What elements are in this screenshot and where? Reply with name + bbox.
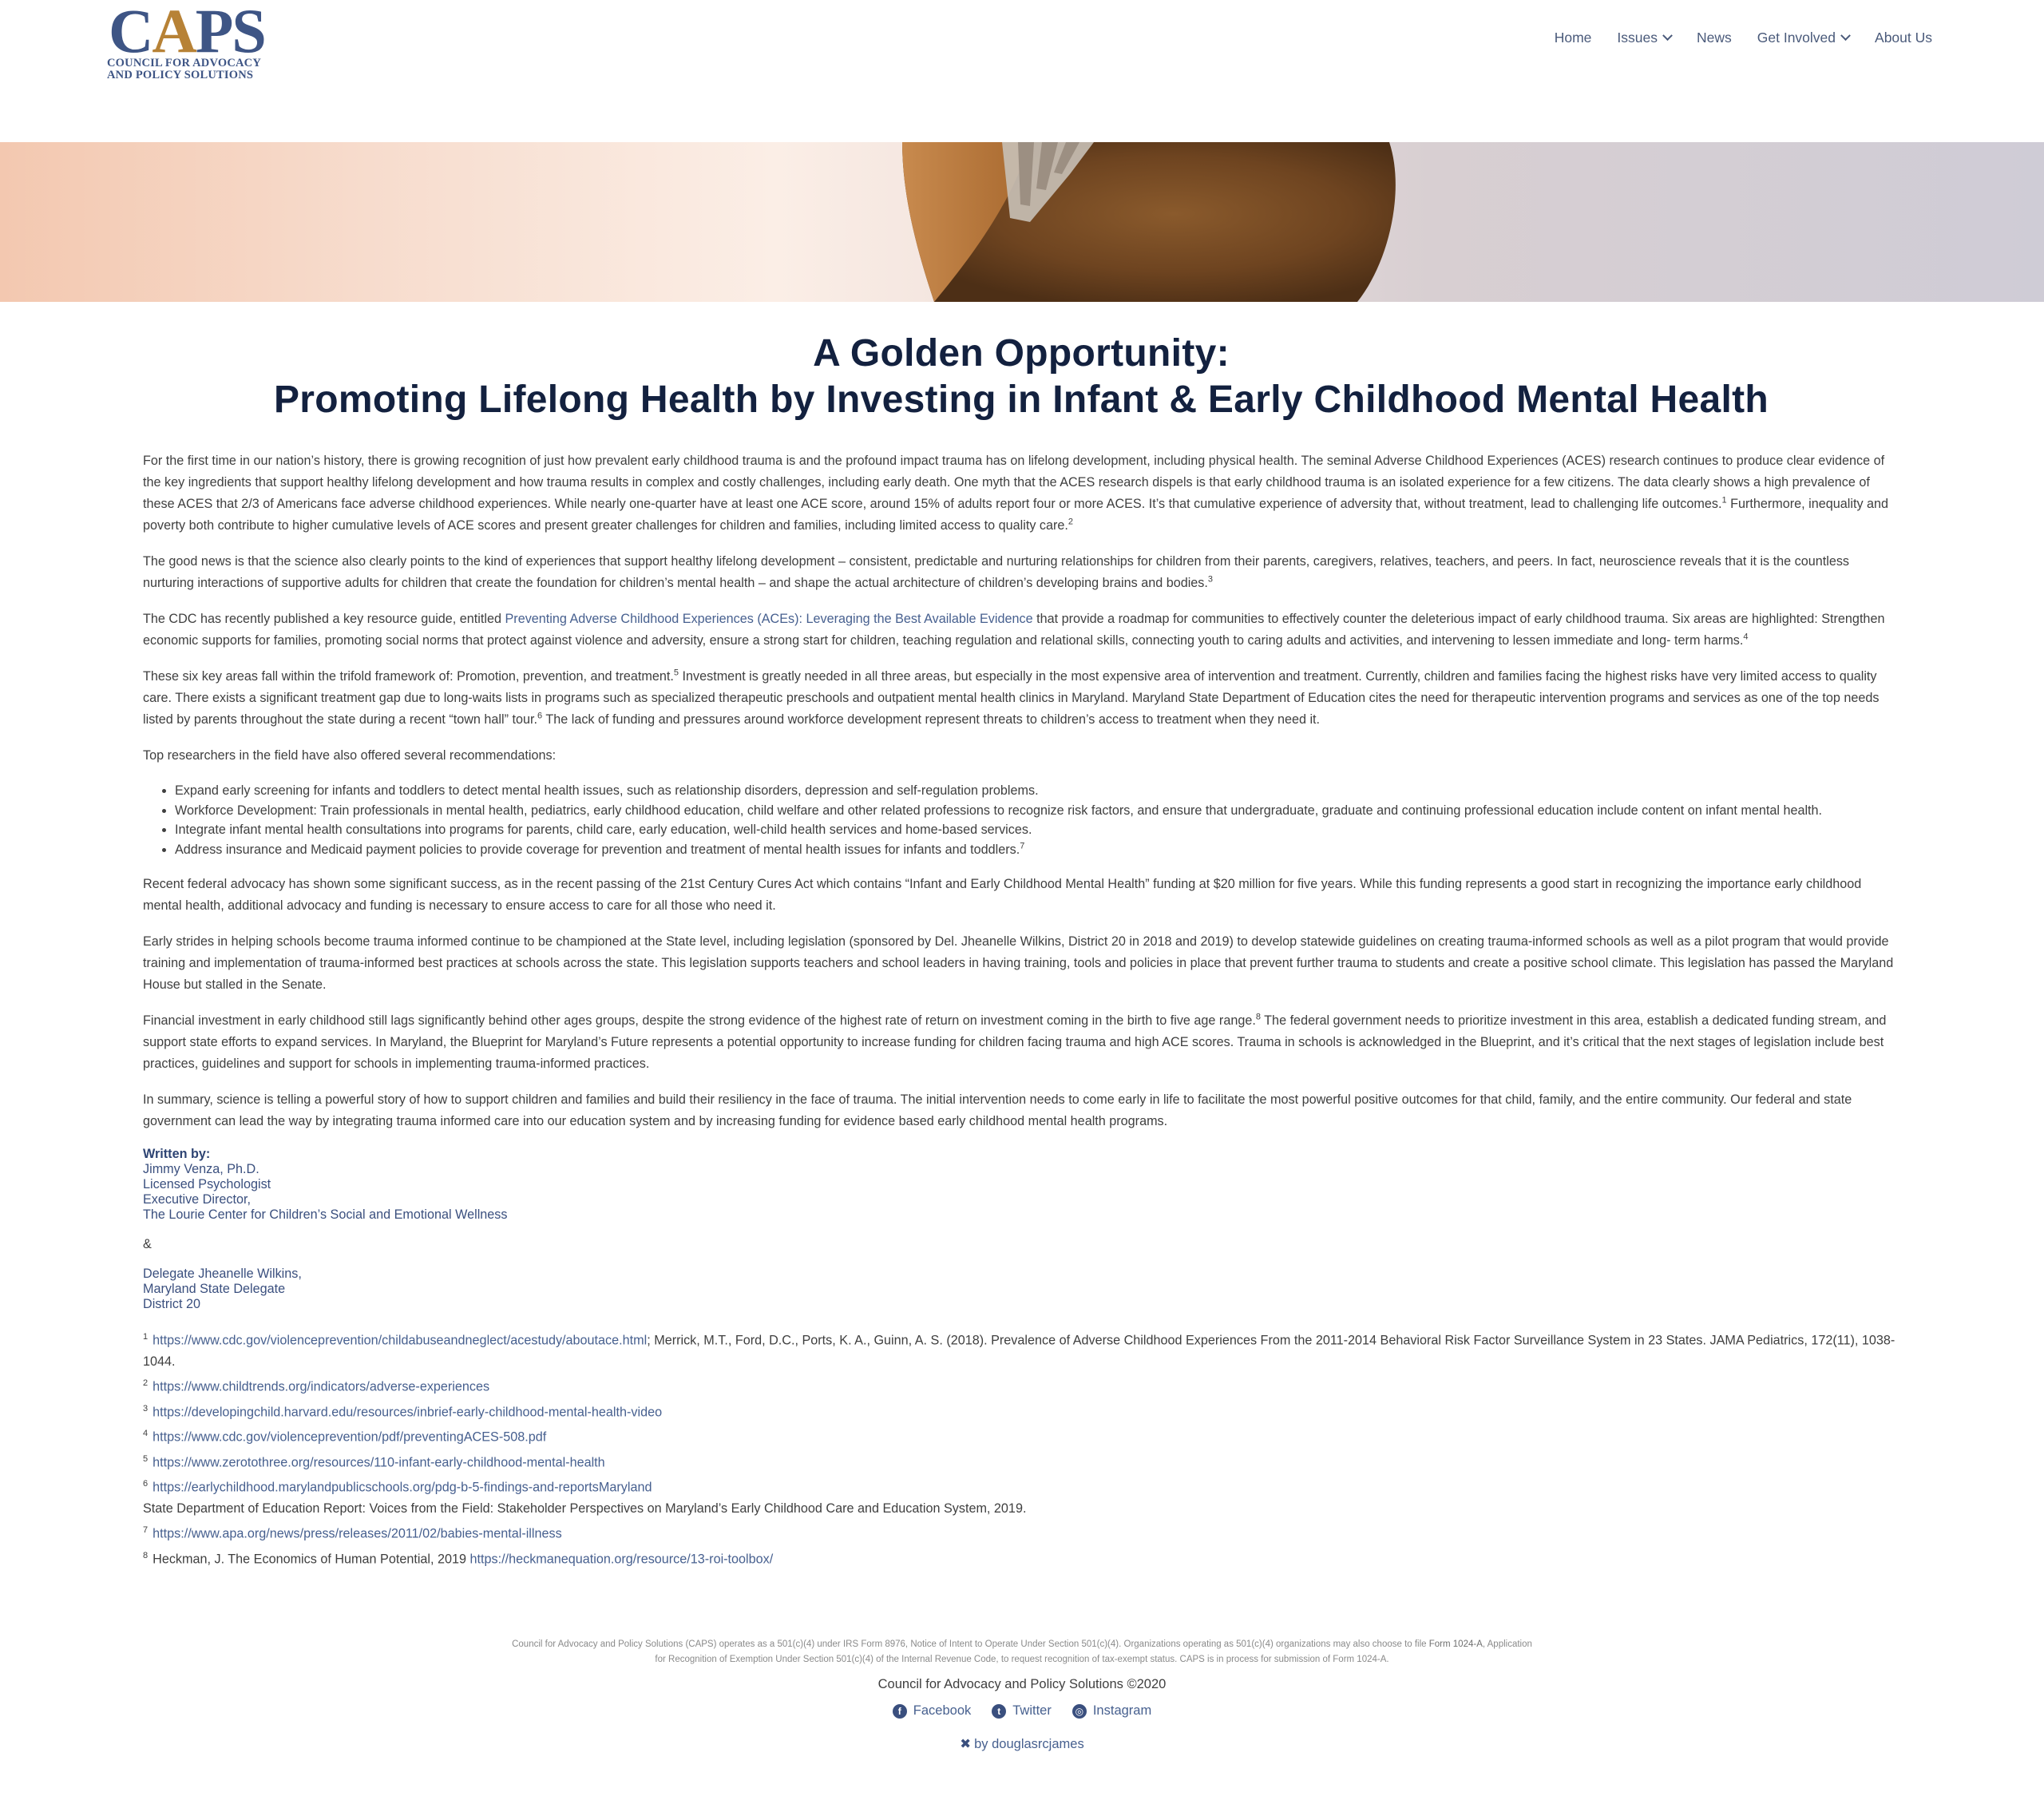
byline-heading: Written by: [143,1147,211,1161]
paragraph-5: Top researchers in the field have also offered several recommendations: [143,748,557,763]
footnote-1: $^1$ https://www.cdc.gov/violenceprevention/childabuseandneglect/acestudy/aboutace.html; Merrick, M.T., Ford, D.C., Ports, K. A., Guinn, A. S. (2018). Prevalence of Adverse Childhood Experiences From the 2011-2014 Behavioral Risk Factor Surveillance System in 23 States. JAMA Pediatrics, 172(11), 1038-1044. [143,1332,1895,1370]
chevron-down-icon [1840,30,1851,41]
nav-news[interactable]: News [1697,30,1732,46]
recommendations-list [143,781,1899,859]
footnote-2: $^2$ https://www.childtrends.org/indicators/adverse-experiences [143,1378,490,1394]
paragraph-7: Early strides in helping schools become trauma informed continue to be championed at the State level, including legislation (sponsored by Del. Jheanelle Wilkins, District 20 in 2018 and 2019) to develop statewide guidelines on creating trauma-informed schools as well as a pilot program that would provide training and implementation of trauma-informed best practices at schools across the state. This legislation supports teachers and school leaders in having training, tools and policies in place that prevent further trauma to students and create a positive school climate. This legislation has passed the Maryland House but stalled in the Senate. [143,934,1894,992]
form-1024a-link[interactable]: Form 1024-A [1428,1639,1483,1649]
logo-line-1: COUNCIL FOR ADVOCACY [107,57,262,69]
site-header [0,0,2044,142]
coauthor-name: Delegate Jheanelle Wilkins, [143,1267,302,1281]
caps-logo[interactable] [107,0,267,85]
legal-notice: Council for Advocacy and Policy Solutions (CAPS) operates as a 501(c)(4) under IRS Form 8976, Notice of Intent to Operate Under Section 501(c)(4). Organizations operating as 501(c)(4) organizations may also choose to file Form 1024-A, Application for Recognition of Exemption Under Section 501(c)(4) of the Internal Revenue Code, to request recognition of tax-exempt status. CAPS is in process for submission of Form 1024-A. [512,1639,1532,1664]
hero-child-illustration [0,142,2044,302]
nav-issues[interactable]: Issues [1617,30,1671,46]
list-item: • Workforce Development: Train professionals in mental health, pediatrics, early childhood education, child welfare and other related professions to recognize risk factors, and ensure that undergraduate, graduate and continuing professional education include content on infant mental health. [175,801,1899,821]
author-name: Jimmy Venza, Ph.D. [143,1162,259,1176]
chevron-down-icon [1662,30,1673,41]
footnote-8: $^8$ Heckman, J. The Economics of Human Potential, 2019 https://heckmanequation.org/resource/13-roi-toolbox/ [143,1550,774,1567]
footnote-4: $^4$ https://www.cdc.gov/violenceprevention/pdf/preventingACES-508.pdf [143,1429,547,1445]
tools-icon: ✖ [960,1737,972,1751]
footnote-3: $^3$ https://developingchild.harvard.edu/resources/inbrief-early-childhood-mental-health-video [143,1403,663,1420]
footnote-link[interactable]: https://earlychildhood.marylandpublicschools.org/pdg-b-5-findings-and-reportsMaryland [153,1480,652,1495]
footnote-ref[interactable]: 3 [1207,574,1214,585]
logo-mark: CAPS [109,0,265,65]
list-item: • Address insurance and Medicaid payment policies to provide coverage for prevention and treatment of mental health issues for infants and toddlers.$^7$ [175,840,1899,860]
footnote-link[interactable]: https://www.zerotothree.org/resources/110-infant-early-childhood-mental-health [153,1454,605,1469]
nav-home[interactable]: Home [1554,30,1592,46]
paragraph-9: In summary, science is telling a powerful story of how to support children and families and build their resiliency in the face of trauma. The initial intervention needs to come early in life to facilitate the most powerful positive outcomes for that child, family, and the entire community. Our federal and state government can lead the way by integrating trauma informed care into our education system and by increasing funding for evidence based early childhood mental health programs. [143,1092,1852,1128]
paragraph-1: For the first time in our nation’s history, there is growing recognition of just how prevalent early childhood trauma is and the profound impact trauma has on lifelong development, including physical health. The seminal Adverse Childhood Experiences (ACES) research continues to produce clear evidence of the key ingredients that support healthy lifelong development and how trauma results in complex and costly challenges, including early death. One myth that the ACES research dispels is that early childhood trauma is an isolated experience for a few citizens. The data clearly shows a high prevalence of these ACES that 2/3 of Americans face adverse childhood experiences. While nearly one-quarter have at least one ACE score, around 15% of adults report four or more ACES. It’s that cumulative experience of adversity that, without treatment, lead to challenging life outcomes.$^1$ Furthermore, inequality and poverty both contribute to higher cumulative levels of ACE scores and present greater challenges for children and families, including limited access to quality care.$^2$ [143,454,1889,533]
facebook-icon: f [893,1704,907,1719]
copyright: Council for Advocacy and Policy Solutions ©2020 [877,1677,1167,1691]
facebook-link[interactable]: f Facebook [893,1703,971,1719]
footnote-link[interactable]: https://www.apa.org/news/press/releases/2011/02/babies-mental-illness [153,1526,562,1541]
footnote-ref[interactable]: 4 [1743,632,1749,642]
author-title: Licensed Psychologist [143,1177,271,1191]
footnote-5: $^5$ https://www.zerotothree.org/resources/110-infant-early-childhood-mental-health [143,1453,605,1469]
article [143,302,1899,1570]
list-item: • Expand early screening for infants and toddlers to detect mental health issues, such as relationship disorders, depression and self-regulation problems. [175,781,1899,801]
instagram-link[interactable]: ◎ Instagram [1072,1703,1151,1719]
footnote-ref[interactable]: 8 [1255,1012,1261,1022]
main-nav [1529,30,1932,46]
twitter-icon: t [992,1704,1006,1719]
site-footer [0,1637,2044,1752]
byline [143,1147,1899,1312]
title-line-1: A Golden Opportunity: [813,332,1230,375]
footnote-ref[interactable]: 7 [1020,841,1025,851]
footnote-ref[interactable]: 1 [1721,495,1727,506]
footnote-link[interactable]: https://www.cdc.gov/violenceprevention/pdf/preventingACES-508.pdf [153,1429,547,1445]
footnote-link[interactable]: https://www.cdc.gov/violenceprevention/childabuseandneglect/acestudy/aboutace.html [153,1333,648,1348]
logo-line-2: AND POLICY SOLUTIONS [107,69,254,81]
article-body [143,450,1899,1132]
footnote-6: $^6$ https://earlychildhood.marylandpublicschools.org/pdg-b-5-findings-and-reportsMaryland State Department of Education Report: Voices from the Field: Stakeholder Perspectives on Maryland’s Early Childhood Care and Education System, 2019. [143,1478,1027,1517]
footnotes [143,1326,1899,1570]
twitter-link[interactable]: t Twitter [992,1703,1052,1719]
footnote-link[interactable]: https://heckmanequation.org/resource/13-roi-toolbox/ [469,1552,774,1567]
author-org: The Lourie Center for Children’s Social and Emotional Wellness [143,1207,508,1222]
paragraph-3: The CDC has recently published a key resource guide, entitled Preventing Adverse Childhood Experiences (ACEs): Leveraging the Best Available Evidence that provide a roadmap for communities to effectively counter the deleterious impact of early childhood trauma. Six areas are highlighted: Strengthen economic supports for families, promoting social norms that protect against violence and adversity, ensure a strong start for children, teaching regulation and relational skills, connecting youth to caring adults and activities, and intervening to lessen immediate and long- term harms.$^4$ [143,612,1885,648]
coauthor-title: Maryland State Delegate [143,1282,286,1296]
footnote-link[interactable]: https://www.childtrends.org/indicators/adverse-experiences [153,1379,490,1394]
footnote-ref[interactable]: 5 [673,668,679,678]
developer-credit[interactable]: ✖ by douglasrcjames [960,1737,1084,1751]
nav-about[interactable]: About Us [1875,30,1932,46]
list-item: • Integrate infant mental health consultations into programs for parents, child care, early education, well-child health services and home-based services. [175,820,1899,840]
cdc-guide-link[interactable]: Preventing Adverse Childhood Experiences (ACEs): Leveraging the Best Available Evidence [505,612,1033,626]
footnote-link[interactable]: https://developingchild.harvard.edu/resources/inbrief-early-childhood-mental-health-video [153,1405,663,1420]
instagram-icon: ◎ [1072,1704,1087,1719]
hero-image [0,142,2044,302]
author-role: Executive Director, [143,1192,251,1207]
footnote-ref[interactable]: 2 [1068,517,1074,527]
paragraph-4: These six key areas fall within the trifold framework of: Promotion, prevention, and treatment.$^5$ Investment is greatly needed in all three areas, but especially in the most expensive area of intervention and treatment. Currently, children and families facing the highest risks have very limited access to quality care. There exists a significant treatment gap due to long-waits lists in programs such as specialized therapeutic preschools and outpatient mental health clinics in Maryland. Maryland State Department of Education cites the need for therapeutic intervention programs and services as one of the top needs listed by parents throughout the state during a recent “town hall” tour.$^6$ The lack of funding and pressures around workforce development represent threats to children’s access to treatment when they need it. [143,668,1880,727]
coauthor-district: District 20 [143,1297,200,1311]
paragraph-8: Financial investment in early childhood still lags significantly behind other ages groups, despite the strong evidence of the highest rate of return on investment coming in the birth to five age range.$^8$ The federal government needs to prioritize investment in this area, establish a dedicated funding stream, and support state efforts to expand services. In Maryland, the Blueprint for Maryland’s Future represents a potential opportunity to increase funding for children facing trauma and high ACE scores. Trauma in schools is acknowledged in the Blueprint, and it’s critical that the next stages of legislation include best practices, guidelines and support for schools in implementing trauma-informed practices. [143,1012,1887,1071]
social-links [0,1703,2044,1719]
nav-get-involved[interactable]: Get Involved [1757,30,1849,46]
page-title [143,331,1899,423]
paragraph-6: Recent federal advocacy has shown some significant success, as in the recent passing of the 21st Century Cures Act which contains “Infant and Early Childhood Mental Health” funding at $20 million for five years. While this funding represents a good start in recognizing the importance early childhood mental health, additional advocacy and funding is necessary to ensure access to care for all those who need it. [143,877,1862,913]
footnote-7: $^7$ https://www.apa.org/news/press/releases/2011/02/babies-mental-illness [143,1525,562,1541]
byline-ampersand: & [143,1237,152,1251]
footnote-ref[interactable]: 6 [537,711,543,721]
title-line-2: Promoting Lifelong Health by Investing in Infant & Early Childhood Mental Health [273,379,1769,421]
paragraph-2: The good news is that the science also clearly points to the kind of experiences that support healthy lifelong development – consistent, predictable and nurturing relationships for children from their parents, caregivers, relatives, teachers, and peers. In fact, neuroscience reveals that it is the countless nurturing interactions of supportive adults for children that create the foundation for children’s mental health – and shape the actual architecture of children’s developing brains and bodies.$^3$ [143,554,1850,590]
